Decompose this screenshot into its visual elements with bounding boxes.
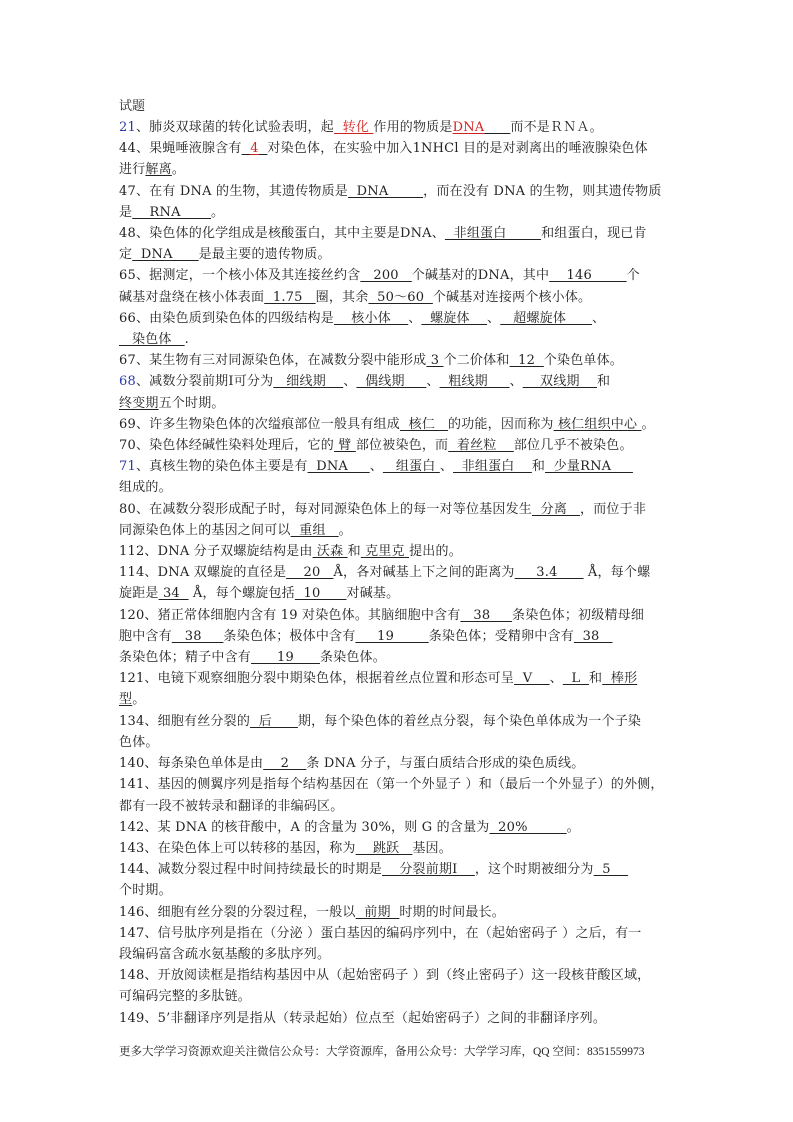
answer-blank: 组蛋白 (382, 459, 440, 475)
question-number: 68 (119, 374, 136, 390)
question-number: 70 (119, 438, 136, 454)
question-number: 121 (119, 671, 145, 687)
answer-blank: 粗线期 (439, 374, 510, 390)
answer-blank: 20 (286, 565, 334, 581)
question-text: 作用的物质是 (373, 120, 453, 135)
question-text: 、 (592, 310, 606, 326)
question-line (119, 181, 675, 202)
question-text: Å，每个螺旋包括 (188, 586, 295, 602)
question-text: 、减数分裂过程中时间持续最长的时期是 (144, 862, 383, 878)
question-line (119, 986, 675, 1007)
question-text: Å，各对碱基上下之间的距离为 (333, 565, 515, 581)
question-line (119, 244, 675, 265)
question-line (119, 393, 675, 414)
question-number: 48 (119, 226, 136, 242)
question-line (119, 817, 675, 838)
question-number: 71 (119, 459, 136, 475)
answer-blank: DNA (132, 247, 199, 263)
question-line (119, 605, 675, 626)
question-text: 、减数分裂前期Ⅰ可分为 (135, 374, 274, 390)
answer-blank: 4 (250, 141, 259, 157)
question-text: 同源染色体上的基因之间可以 (119, 522, 291, 538)
answer-blank: 臂 (333, 438, 356, 454)
question-text: 、信号肽序列是指在（分泌 ）蛋白基因的编码序列中，在（起始密码子 ）之后，有一 (144, 925, 642, 941)
question-text: 条染色体。 (319, 650, 386, 666)
answer-blank: 前期 (355, 904, 400, 920)
question-line (119, 265, 675, 286)
question-text: ，而在没有 DNA 的生物，则其遗传物质 (423, 183, 662, 199)
question-text: 。 (171, 162, 186, 178)
question-text: 条染色体；极体中含有 (223, 628, 356, 644)
question-line (119, 287, 675, 308)
question-text: 、 (343, 374, 357, 390)
question-number: 146 (119, 904, 145, 920)
question-text: 条 DNA 分子，与蛋白质结合形成的染色质线。 (306, 756, 585, 772)
question-line (119, 668, 675, 689)
question-line (119, 308, 675, 329)
question-line (119, 371, 675, 392)
question-text: 是最主要的遗传物质。 (198, 247, 331, 263)
question-text: 、每条染色单体是由 (144, 756, 264, 772)
question-number: 142 (119, 819, 145, 835)
question-text: 组成的。 (119, 480, 172, 496)
answer-blank: 沃森 (312, 544, 348, 560)
answer-blank: DNA (452, 120, 485, 135)
answer-blank: 终变期 (119, 395, 159, 411)
question-text: 对碱基。 (346, 586, 400, 602)
question-text: . (184, 332, 189, 348)
question-text: 部位被染色，而 (355, 438, 449, 454)
question-text: 、许多生物染色体的次缢痕部位一般具有组成 (135, 416, 400, 432)
document-page (119, 96, 675, 1029)
question-line (119, 923, 675, 944)
answer-blank: 38 (573, 628, 613, 644)
answer-blank: 非组蛋白 (453, 459, 532, 475)
question-text: 、 (426, 374, 440, 390)
question-line (119, 1008, 675, 1029)
question-text: 、染色体经碱性染料处理后，它的 (135, 438, 334, 454)
answer-blank: 棒形 (602, 671, 638, 687)
question-line (119, 880, 675, 901)
question-line (119, 562, 675, 583)
question-line (119, 944, 675, 965)
question-text: 部位几乎不被染色。 (513, 438, 633, 454)
question-line (119, 223, 675, 244)
question-text: ，而位于非 (580, 501, 647, 517)
question-text: 、5’非翻译序列是指从（转录起始）位点至（起始密码子）之间的非翻译序列。 (144, 1010, 607, 1026)
question-number: 80 (119, 501, 136, 517)
question-text: 胞中含有 (119, 628, 172, 644)
answer-blank: 少量RNA (545, 459, 633, 475)
question-line (119, 626, 675, 647)
answer-blank: 核仁组织中心 (553, 416, 642, 432)
question-line (119, 435, 675, 456)
question-line (119, 520, 675, 541)
question-line (119, 456, 675, 477)
question-line (119, 859, 675, 880)
page-title: 试题 (119, 99, 146, 114)
question-text: 、 (439, 459, 454, 475)
answer-blank: L (562, 671, 589, 687)
question-text: 的功能，因而称为 (448, 416, 554, 432)
question-text: 。 (566, 819, 580, 835)
question-text: 、由染色质到染色体的四级结构是 (135, 310, 334, 326)
question-line (119, 647, 675, 668)
question-text: 提出的。 (409, 544, 462, 560)
answer-blank: 5 (593, 862, 629, 878)
question-number: 112 (119, 544, 145, 560)
question-number: 120 (119, 607, 145, 623)
question-number: 140 (119, 756, 145, 772)
question-text: 条染色体；受精卵中含有 (428, 628, 574, 644)
question-text: 个时期。 (119, 883, 172, 899)
question-text: 期，每个染色体的着丝点分裂，每个染色单体成为一个子染 (297, 713, 642, 729)
question-line (119, 159, 675, 180)
answer-blank: RNA (132, 204, 212, 220)
question-text: 个二价体和 (443, 353, 510, 369)
question-text: 个碱基对的DNA，其中 (411, 268, 550, 284)
question-text: 定 (119, 247, 133, 263)
question-text: 碱基对盘绕在核小体表面 (119, 289, 265, 305)
question-line (119, 965, 675, 986)
question-text: 、 (408, 310, 422, 326)
question-text: 。 (641, 416, 655, 432)
question-text: 、某 DNA 的核苷酸中，A 的含量为 30%，则 G 的含量为 (144, 819, 490, 835)
question-line (119, 138, 675, 159)
question-text: 、DNA 双螺旋的直径是 (144, 565, 287, 581)
question-line (119, 796, 675, 817)
question-text: 、 (487, 310, 501, 326)
question-number: 47 (119, 183, 136, 199)
answer-blank: 20% (489, 819, 567, 835)
question-text: 、果蝇唾液腺含有 (135, 141, 242, 157)
question-text: 和 (531, 459, 546, 475)
answer-blank: 克里克 (360, 544, 410, 560)
answer-blank: 10 (294, 586, 347, 602)
question-text: 对染色体，在实验中加入1NHCl 目的是对剥离出的唾液腺染色体 (267, 141, 648, 157)
question-line (119, 732, 675, 753)
answer-blank: 1.75 (264, 289, 316, 305)
answer-blank: 重组 (290, 522, 339, 538)
answer-blank: 偶线期 (356, 374, 427, 390)
question-text: 时期的时间最长。 (399, 904, 505, 920)
question-text: 、在有 DNA 的生物，其遗传物质是 (135, 183, 349, 199)
question-number: 67 (119, 353, 136, 369)
question-text: 进行 (119, 162, 146, 178)
question-text: 是 (119, 204, 133, 220)
question-text: 、 (509, 374, 523, 390)
answer-blank: 染色体 (119, 332, 185, 348)
question-text: 、电镜下观察细胞分裂中期染色体，根据着丝点位置和形态可呈 (144, 671, 515, 687)
answer-blank: 核小体 (333, 310, 409, 326)
question-text: 圈，其余 (315, 289, 369, 305)
footer-note: 更多大学学习资源欢迎关注微信公众号：大学资源库，备用公众号：大学学习库，QQ 空间：8351559973 (119, 1046, 645, 1058)
question-number: 44 (119, 141, 136, 157)
answer-blank: 3 (426, 353, 444, 369)
question-text: 和 (589, 671, 603, 687)
answer-blank (242, 141, 251, 156)
question-text: 旋距是 (119, 586, 159, 602)
answer-blank: 双线期 (522, 374, 597, 390)
question-text: 、细胞有丝分裂的分裂过程，一般以 (144, 904, 356, 920)
answer-blank: 200 (360, 268, 412, 284)
question-line (119, 753, 675, 774)
question-line (119, 711, 675, 732)
question-line (119, 477, 675, 498)
question-number: 144 (119, 862, 145, 878)
question-text: 基因。 (412, 840, 452, 856)
answer-blank: 50～60 (368, 289, 433, 305)
question-number: 141 (119, 777, 145, 793)
question-line (119, 838, 675, 859)
answer-blank: 3.4 (514, 565, 584, 581)
question-line (119, 689, 675, 710)
question-text: 、猪正常体细胞内含有 19 对染色体。其脑细胞中含有 (144, 607, 461, 623)
question-text: 而不是ＲＮＡ。 (510, 120, 603, 135)
answer-blank: 分裂前期Ⅰ (382, 862, 475, 878)
question-text: 、 (549, 671, 563, 687)
answer-blank: 分离 (531, 501, 581, 517)
answer-blank: 超螺旋体 (500, 310, 593, 326)
question-number: 134 (119, 713, 145, 729)
answer-blank: 34 (158, 586, 189, 602)
question-line (119, 329, 675, 350)
question-line (119, 583, 675, 604)
answer-blank: 非组蛋白 (444, 226, 542, 242)
question-number: 69 (119, 416, 136, 432)
question-text: 五个时期。 (158, 395, 225, 411)
answer-blank: 跳跃 (355, 840, 413, 856)
question-line (119, 499, 675, 520)
question-text: 都有一段不被转录和翻译的非编码区。 (119, 798, 344, 814)
answer-blank: 后 (250, 713, 298, 729)
question-text: 可编码完整的多肽链。 (119, 989, 252, 1005)
answer-blank (484, 120, 510, 135)
question-line (119, 414, 675, 435)
question-line (119, 350, 675, 371)
answer-blank: 19 (251, 650, 320, 666)
answer-blank: DNA (307, 459, 370, 475)
question-number: 143 (119, 840, 145, 856)
answer-blank: 2 (263, 756, 307, 772)
question-text: 、在减数分裂形成配子时，每对同源染色体上的每一对等位基因发生 (135, 501, 532, 517)
question-text: 个 (626, 268, 640, 284)
answer-blank: 型 (119, 692, 133, 708)
answer-blank: 着丝粒 (448, 438, 514, 454)
answer-blank: 38 (460, 607, 513, 623)
answer-blank: 转化 (333, 120, 374, 135)
answer-blank: 146 (549, 268, 627, 284)
question-text: 、据测定，一个核小体及其连接丝约含 (135, 268, 361, 284)
question-text: 、开放阅读框是指结构基因中从（起始密码子 ）到（终止密码子）这一段核苷酸区域， (144, 968, 651, 984)
question-text: 条染色体；精子中含有 (119, 650, 252, 666)
question-number: 147 (119, 925, 145, 941)
question-number: 148 (119, 968, 145, 984)
question-number: 65 (119, 268, 136, 284)
answer-blank: 38 (171, 628, 224, 644)
question-text: 。 (132, 692, 146, 708)
question-text: 和组蛋白，现已肯 (541, 226, 647, 242)
answer-blank: 核仁 (399, 416, 449, 432)
question-text: 条染色体；初级精母细 (512, 607, 645, 623)
question-text: Å，每个螺 (583, 565, 651, 581)
question-text: 。 (211, 204, 225, 220)
answer-blank: 解离 (145, 162, 172, 178)
answer-blank: 19 (355, 628, 429, 644)
answer-blank: V (514, 671, 550, 687)
answer-blank: 细线期 (273, 374, 344, 390)
question-text: 和 (347, 544, 361, 560)
answer-blank: 螺旋体 (421, 310, 488, 326)
question-number: 66 (119, 310, 136, 326)
question-text: 和 (596, 374, 611, 390)
question-text: 、某生物有三对同源染色体，在减数分裂中能形成 (135, 353, 427, 369)
question-number: 114 (119, 565, 145, 581)
answer-blank: 12 (509, 353, 544, 369)
answer-blank: DNA (348, 183, 424, 199)
question-list (119, 117, 675, 1029)
question-text: 、细胞有丝分裂的 (144, 713, 251, 729)
question-text: 、DNA 分子双螺旋结构是由 (144, 544, 313, 560)
question-text: 。 (338, 522, 352, 538)
question-text: 、肺炎双球菌的转化试验表明，起 (135, 120, 334, 135)
question-number: 21 (119, 120, 136, 135)
question-text: 、在染色体上可以转移的基因，称为 (144, 840, 356, 856)
question-line (119, 202, 675, 223)
question-text: 、真核生物的染色体主要是有 (135, 459, 308, 475)
question-text: 、 (369, 459, 383, 475)
question-text: 段编码富含疏水氨基酸的多肽序列。 (119, 946, 331, 962)
question-line (119, 117, 675, 138)
question-line (119, 541, 675, 562)
question-text: 色体。 (119, 734, 159, 750)
question-text: 、染色体的化学组成是核酸蛋白，其中主要是DNA、 (135, 226, 445, 242)
question-text: ，这个时期被细分为 (474, 862, 594, 878)
question-text: 个碱基对连接两个核小体。 (432, 289, 592, 305)
question-text: 个染色单体。 (543, 353, 623, 369)
question-number: 149 (119, 1010, 145, 1026)
question-line (119, 902, 675, 923)
question-text: 、基因的侧翼序列是指每个结构基因在（第一个外显子 ）和（最后一个外显子）的外侧， (144, 777, 664, 793)
question-line (119, 774, 675, 795)
